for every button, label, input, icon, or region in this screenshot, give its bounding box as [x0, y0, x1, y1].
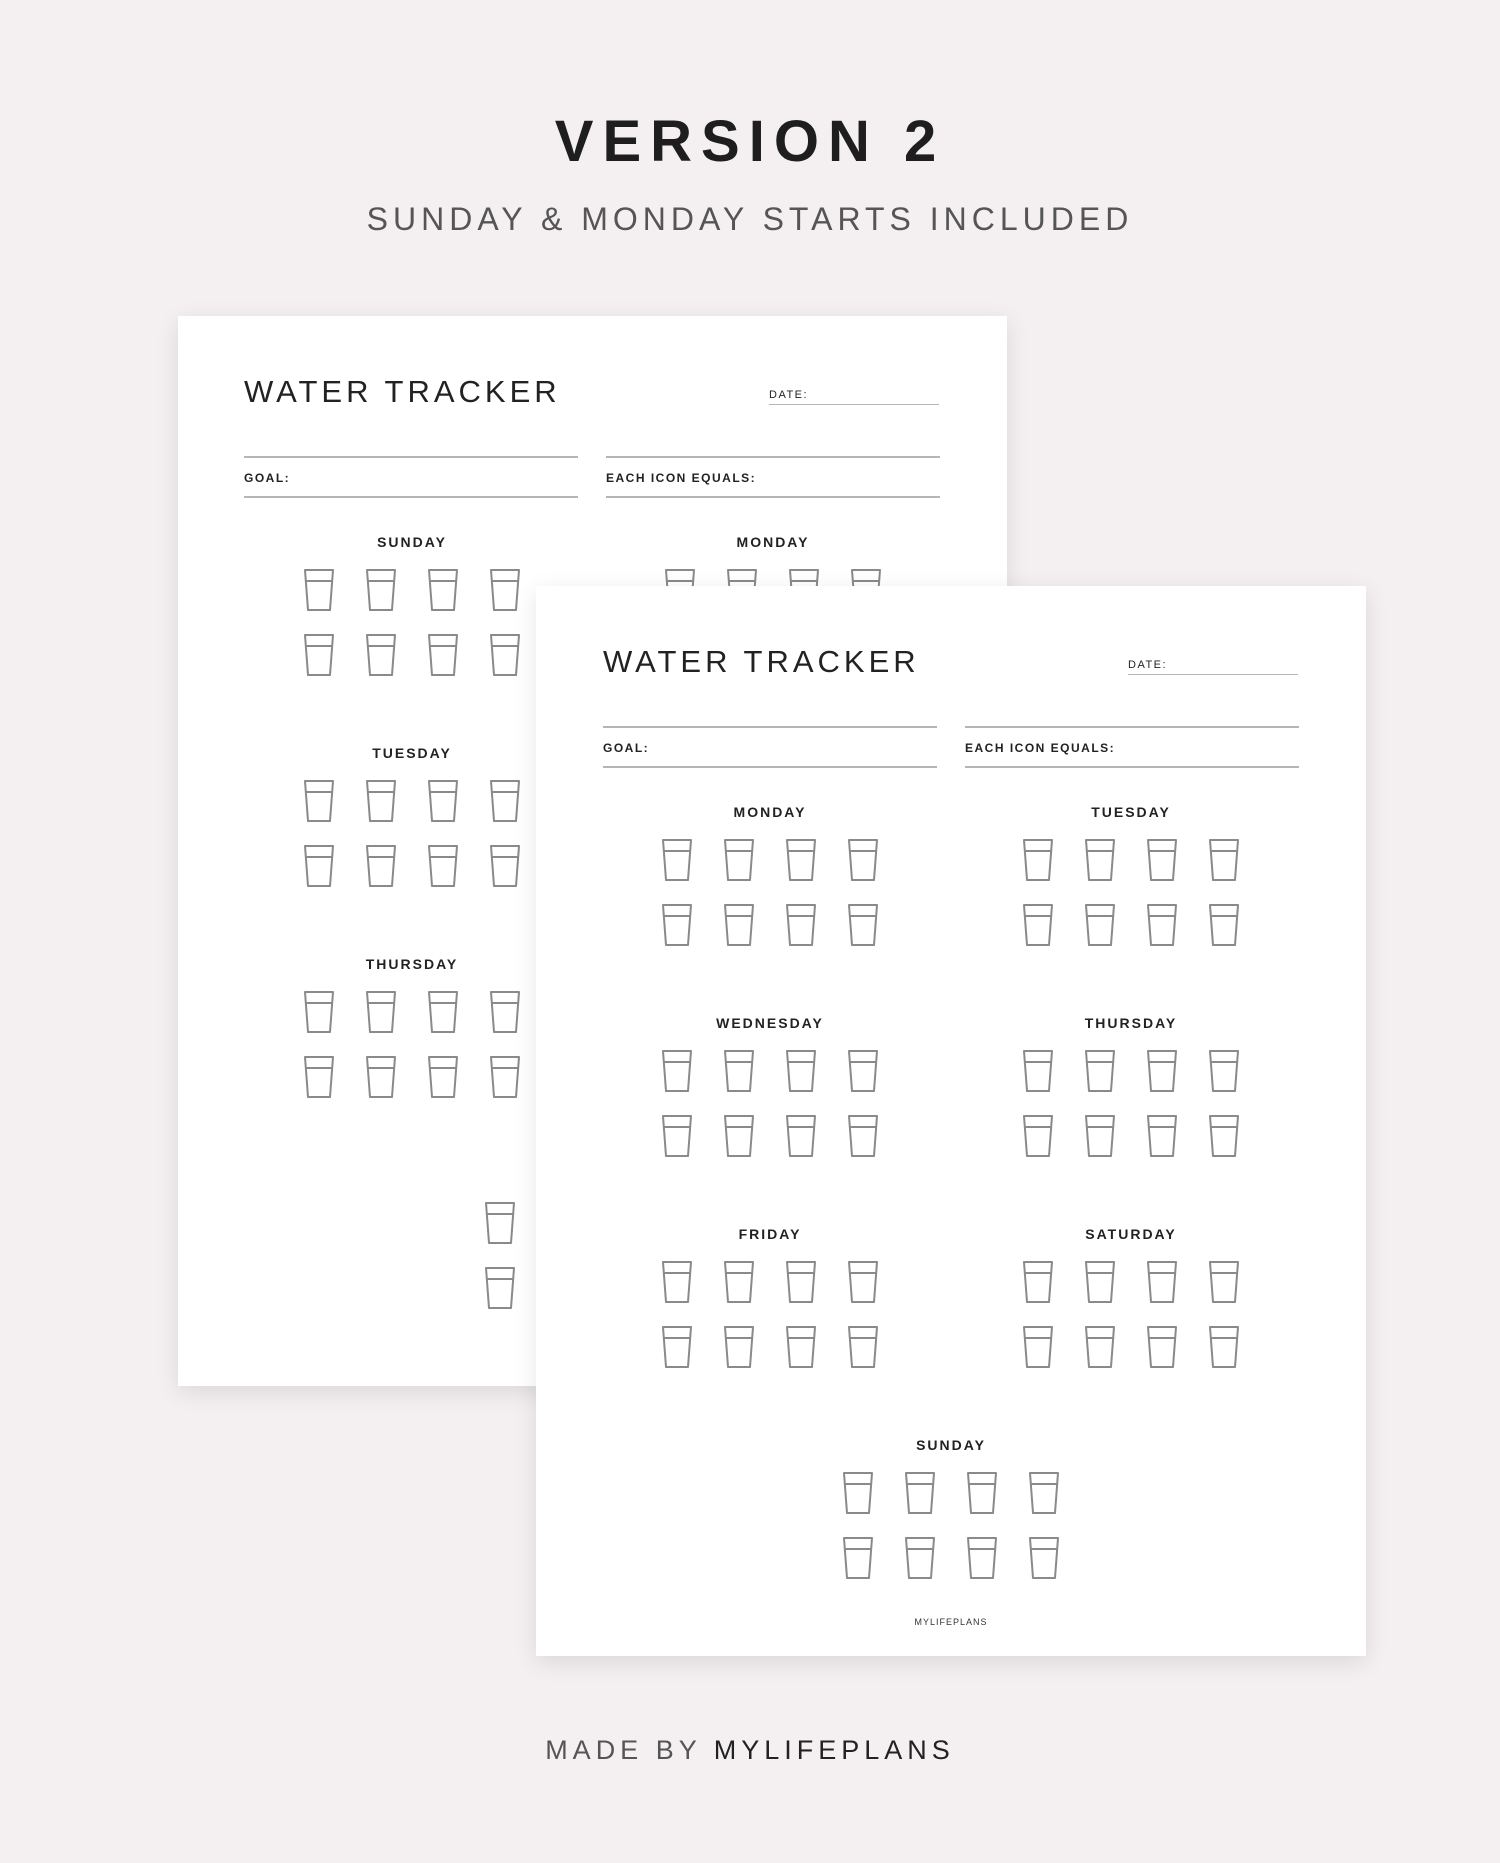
day-label-saturday: SATURDAY: [1085, 1226, 1177, 1242]
day-label-sunday: SUNDAY: [377, 534, 447, 550]
tracker-sheet-monday-start: [536, 586, 1366, 1656]
water-glass-icon: [848, 1261, 878, 1303]
icon-top-rule: [606, 456, 940, 458]
water-glass-icon: [366, 845, 396, 887]
day-label-tuesday: TUESDAY: [372, 745, 452, 761]
water-glass-icon: [304, 634, 334, 676]
water-glass-icon: [428, 634, 458, 676]
date-label: DATE:: [769, 389, 809, 401]
water-glass-icon: [1147, 1050, 1177, 1092]
cup-grid-sunday: [304, 569, 524, 676]
icon-equals-label: EACH ICON EQUALS:: [606, 471, 757, 485]
water-glass-icon: [1209, 839, 1239, 881]
water-glass-icon: [662, 1326, 692, 1368]
water-glass-icon: [786, 1115, 816, 1157]
water-glass-icon: [724, 904, 754, 946]
water-glass-icon: [905, 1537, 935, 1579]
water-glass-icon: [1023, 839, 1053, 881]
water-glass-icon: [1029, 1472, 1059, 1514]
cup-grid-thursday: [304, 991, 524, 1098]
water-glass-icon: [366, 780, 396, 822]
water-glass-icon: [662, 1115, 692, 1157]
water-glass-icon: [967, 1537, 997, 1579]
water-glass-icon: [485, 1267, 515, 1309]
day-label-monday: MONDAY: [733, 804, 807, 820]
water-glass-icon: [1147, 1115, 1177, 1157]
water-glass-icon: [786, 904, 816, 946]
water-glass-icon: [490, 780, 520, 822]
water-glass-icon: [1029, 1537, 1059, 1579]
water-glass-icon: [848, 839, 878, 881]
goal-top-rule: [244, 456, 578, 458]
day-label-monday: MONDAY: [736, 534, 810, 550]
water-glass-icon: [428, 845, 458, 887]
water-glass-icon: [428, 1056, 458, 1098]
water-glass-icon: [662, 839, 692, 881]
water-glass-icon: [1209, 904, 1239, 946]
day-label-friday: FRIDAY: [738, 1226, 802, 1242]
water-glass-icon: [490, 1056, 520, 1098]
water-glass-icon: [848, 1326, 878, 1368]
water-glass-icon: [786, 1050, 816, 1092]
credit-line: [0, 1735, 1500, 1766]
cup-grid-saturday: [1023, 1261, 1243, 1368]
water-glass-icon: [304, 1056, 334, 1098]
water-glass-icon: [428, 569, 458, 611]
water-glass-icon: [1023, 1261, 1053, 1303]
date-line: [1128, 674, 1298, 675]
water-glass-icon: [786, 1261, 816, 1303]
goal-top-rule: [603, 726, 937, 728]
water-glass-icon: [848, 1115, 878, 1157]
water-glass-icon: [786, 839, 816, 881]
water-glass-icon: [848, 1050, 878, 1092]
water-glass-icon: [304, 780, 334, 822]
sheet-title: WATER TRACKER: [244, 374, 561, 409]
water-glass-icon: [1023, 1050, 1053, 1092]
water-glass-icon: [1147, 839, 1177, 881]
water-glass-icon: [304, 569, 334, 611]
day-label-tuesday: TUESDAY: [1091, 804, 1171, 820]
water-glass-icon: [1023, 904, 1053, 946]
icon-top-rule: [965, 726, 1299, 728]
day-label-wednesday: WEDNESDAY: [716, 1015, 824, 1031]
goal-label: GOAL:: [603, 741, 650, 755]
cup-grid-monday: [662, 839, 882, 946]
headline: VERSION 2: [554, 109, 946, 174]
goal-bottom-rule: [603, 766, 937, 768]
water-glass-icon: [1147, 904, 1177, 946]
water-glass-icon: [366, 634, 396, 676]
water-glass-icon: [662, 1261, 692, 1303]
icon-equals-label: EACH ICON EQUALS:: [965, 741, 1116, 755]
water-glass-icon: [786, 1326, 816, 1368]
water-glass-icon: [366, 991, 396, 1033]
goal-label: GOAL:: [244, 471, 291, 485]
water-glass-icon: [724, 1261, 754, 1303]
credit-brand: MYLIFEPLANS: [713, 1735, 955, 1765]
water-glass-icon: [428, 780, 458, 822]
water-glass-icon: [1085, 904, 1115, 946]
sheet-watermark: MYLIFEPLANS: [914, 1617, 988, 1627]
water-glass-icon: [1209, 1115, 1239, 1157]
cup-grid-friday: [662, 1261, 882, 1368]
water-glass-icon: [848, 904, 878, 946]
cup-grid-thursday: [1023, 1050, 1243, 1157]
water-glass-icon: [1023, 1326, 1053, 1368]
day-label-thursday: THURSDAY: [1084, 1015, 1178, 1031]
date-line: [769, 404, 939, 405]
water-glass-icon: [1023, 1115, 1053, 1157]
day-label-sunday: SUNDAY: [916, 1437, 986, 1453]
water-glass-icon: [724, 1326, 754, 1368]
water-glass-icon: [843, 1472, 873, 1514]
water-glass-icon: [967, 1472, 997, 1514]
water-glass-icon: [724, 1115, 754, 1157]
credit-prefix: MADE BY: [545, 1735, 702, 1765]
water-glass-icon: [1085, 839, 1115, 881]
water-glass-icon: [304, 991, 334, 1033]
water-glass-icon: [428, 991, 458, 1033]
water-glass-icon: [905, 1472, 935, 1514]
water-glass-icon: [1147, 1261, 1177, 1303]
water-glass-icon: [490, 845, 520, 887]
water-glass-icon: [490, 634, 520, 676]
water-glass-icon: [843, 1537, 873, 1579]
water-glass-icon: [1209, 1261, 1239, 1303]
cup-grid-sunday: [843, 1472, 1063, 1579]
water-glass-icon: [1085, 1050, 1115, 1092]
water-glass-icon: [1209, 1326, 1239, 1368]
water-glass-icon: [1209, 1050, 1239, 1092]
goal-bottom-rule: [244, 496, 578, 498]
water-glass-icon: [1085, 1261, 1115, 1303]
water-glass-icon: [366, 1056, 396, 1098]
water-glass-icon: [1085, 1115, 1115, 1157]
water-glass-icon: [724, 1050, 754, 1092]
water-glass-icon: [662, 904, 692, 946]
sheet-title: WATER TRACKER: [603, 644, 920, 679]
water-glass-icon: [662, 1050, 692, 1092]
water-glass-icon: [1085, 1326, 1115, 1368]
icon-bottom-rule: [965, 766, 1299, 768]
cup-grid-tuesday: [1023, 839, 1243, 946]
water-glass-icon: [490, 569, 520, 611]
water-glass-icon: [366, 569, 396, 611]
water-glass-icon: [1147, 1326, 1177, 1368]
water-glass-icon: [485, 1202, 515, 1244]
day-label-thursday: THURSDAY: [365, 956, 459, 972]
water-glass-icon: [724, 839, 754, 881]
date-label: DATE:: [1128, 659, 1168, 671]
subheadline: SUNDAY & MONDAY STARTS INCLUDED: [366, 201, 1134, 237]
cup-grid-wednesday: [662, 1050, 882, 1157]
water-glass-icon: [304, 845, 334, 887]
cup-grid-tuesday: [304, 780, 524, 887]
icon-bottom-rule: [606, 496, 940, 498]
water-glass-icon: [490, 991, 520, 1033]
